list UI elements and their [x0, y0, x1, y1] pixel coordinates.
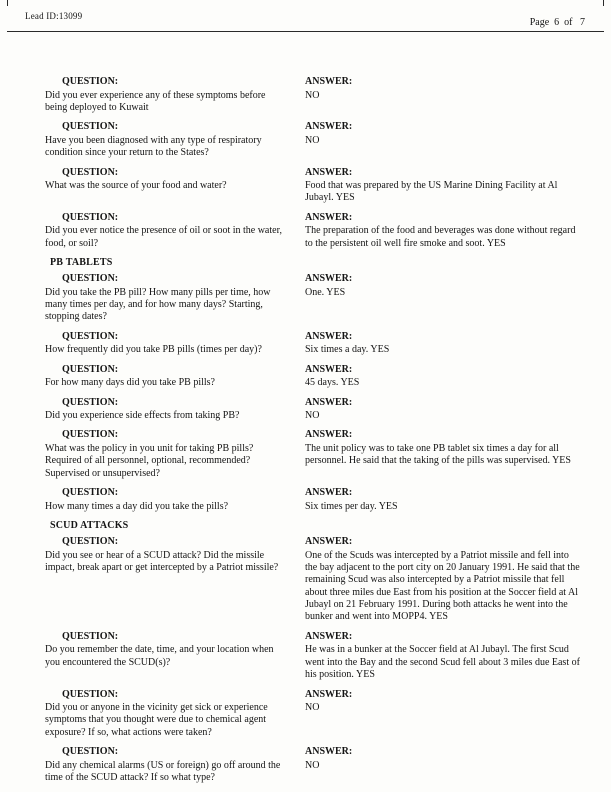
question-cell — [45, 689, 305, 740]
qa-row — [45, 689, 583, 740]
question-text: Did any chemical alarms (US or foreign) go off around the time of the SCUD attack? If so what type? — [45, 759, 281, 784]
question-label: QUESTION: — [62, 429, 119, 441]
qa-row — [45, 536, 583, 624]
question-text: How frequently did you take PB pills (times per day)? — [45, 344, 262, 356]
question-text: What was the policy in you unit for taking PB pills? Required of all personnel, optional, recommended? Supervised or unsupervised? — [45, 442, 254, 479]
answer-cell — [305, 429, 583, 480]
answer-cell — [305, 689, 583, 740]
qa-list — [45, 76, 583, 792]
question-label: QUESTION: — [62, 487, 119, 499]
answer-cell — [305, 331, 583, 357]
question-label: QUESTION: — [62, 273, 119, 285]
answer-cell — [305, 397, 583, 423]
question-cell — [45, 212, 305, 250]
answer-label: ANSWER: — [305, 536, 353, 548]
question-text: For how many days did you take PB pills? — [45, 377, 215, 389]
question-text: Did you experience side effects from taking PB? — [45, 410, 240, 422]
answer-text: NO — [305, 89, 320, 101]
question-cell — [45, 167, 305, 205]
answer-cell — [305, 167, 583, 205]
question-cell — [45, 121, 305, 159]
question-text: Did you ever experience any of these symptoms before being deployed to Kuwait — [45, 89, 266, 113]
question-text: Did you or anyone in the vicinity get sick or experience symptoms that you thought were due to chemical agent exposure? If so, what actions were taken? — [45, 702, 268, 738]
answer-text: One. YES — [305, 286, 346, 298]
header-rule — [7, 31, 604, 32]
question-cell — [45, 397, 305, 423]
question-label: QUESTION: — [62, 688, 119, 700]
qa-row — [45, 631, 583, 682]
question-cell — [45, 429, 305, 480]
answer-label: ANSWER: — [305, 630, 353, 642]
answer-label: ANSWER: — [305, 211, 353, 223]
question-label: QUESTION: — [62, 121, 119, 133]
question-text: Have you been diagnosed with any type of respiratory condition since your return to the States? — [45, 134, 262, 159]
answer-cell — [305, 364, 583, 390]
answer-label: ANSWER: — [305, 121, 353, 133]
answer-text: NO — [305, 410, 320, 422]
question-label: QUESTION: — [62, 76, 119, 87]
answer-cell — [305, 212, 583, 250]
answer-label: ANSWER: — [305, 396, 353, 408]
answer-text: NO — [305, 759, 320, 771]
answer-text: He was in a bunker at the Soccer field at Al Jubayl. The first Scud went into the Bay and the second Scud fell about 3 miles due East of his position. YES — [305, 644, 580, 681]
question-cell — [45, 746, 305, 784]
question-label: QUESTION: — [62, 330, 119, 342]
answer-cell — [305, 487, 583, 513]
question-text: How many times a day did you take the pills? — [45, 500, 229, 512]
answer-text: 45 days. YES — [305, 377, 360, 389]
scan-mark-left — [7, 0, 8, 6]
section-header: PB TABLETS — [50, 257, 113, 269]
page-number: Page 6 of 7 — [529, 17, 585, 28]
question-label: QUESTION: — [62, 630, 119, 642]
answer-label: ANSWER: — [305, 76, 353, 87]
lead-id: Lead ID:13099 — [25, 11, 83, 21]
answer-text: The preparation of the food and beverages was done without regard to the persistent oil well fire smoke and soot. YES — [305, 225, 576, 249]
qa-row — [45, 76, 583, 114]
answer-text: The unit policy was to take one PB tablet six times a day for all personnel. He said that the taking of the pills was supervised. YES — [305, 442, 571, 467]
question-text: Did you ever notice the presence of oil or soot in the water, food, or soil? — [45, 225, 283, 249]
answer-cell — [305, 536, 583, 624]
question-cell — [45, 536, 305, 624]
answer-label: ANSWER: — [305, 746, 353, 758]
answer-cell — [305, 631, 583, 682]
qa-row — [45, 331, 583, 357]
qa-row — [45, 121, 583, 159]
answer-text: Six times a day. YES — [305, 344, 390, 356]
question-label: QUESTION: — [62, 396, 119, 408]
answer-text: NO — [305, 702, 320, 714]
question-label: QUESTION: — [62, 536, 119, 548]
section-header: SCUD ATTACKS — [50, 520, 129, 532]
qa-row — [45, 746, 583, 784]
question-label: QUESTION: — [62, 746, 119, 758]
question-text: Did you take the PB pill? How many pills per time, how many times per day, and for how many days? Starting, stopping dates? — [45, 286, 271, 323]
question-cell — [45, 331, 305, 357]
question-cell — [45, 364, 305, 390]
question-label: QUESTION: — [62, 363, 119, 375]
qa-row — [45, 212, 583, 250]
question-label: QUESTION: — [62, 166, 119, 178]
answer-text: One of the Scuds was intercepted by a Patriot missile and fell into the bay adjacent to the port city on 20 January 1991. He said that the remaining Scud was also intercepted by a Patriot missile that fell about three miles due East from his position at the Soccer field at Al Jubayl on 21 February 1991. During both attacks he went into the bunker and went into MOPP4. YES — [305, 549, 580, 623]
answer-text: NO — [305, 134, 320, 146]
answer-cell — [305, 273, 583, 324]
answer-label: ANSWER: — [305, 166, 353, 178]
qa-row — [45, 364, 583, 390]
answer-cell — [305, 746, 583, 784]
qa-row — [45, 487, 583, 513]
question-text: Do you remember the date, time, and your location when you encountered the SCUD(s)? — [45, 644, 274, 668]
qa-row — [45, 273, 583, 324]
question-cell — [45, 76, 305, 114]
answer-label: ANSWER: — [305, 330, 353, 342]
question-cell — [45, 487, 305, 513]
question-text: What was the source of your food and water? — [45, 180, 227, 192]
answer-label: ANSWER: — [305, 487, 353, 499]
answer-text: Food that was prepared by the US Marine Dining Facility at Al Jubayl. YES — [305, 180, 558, 204]
answer-text: Six times per day. YES — [305, 500, 398, 512]
qa-row — [45, 397, 583, 423]
qa-row — [45, 429, 583, 480]
question-cell — [45, 631, 305, 682]
question-label: QUESTION: — [62, 211, 119, 223]
answer-label: ANSWER: — [305, 688, 353, 700]
answer-label: ANSWER: — [305, 363, 353, 375]
question-cell — [45, 273, 305, 324]
answer-cell — [305, 76, 583, 114]
scan-mark-right — [603, 0, 604, 6]
answer-label: ANSWER: — [305, 273, 353, 285]
answer-label: ANSWER: — [305, 429, 353, 441]
answer-cell — [305, 121, 583, 159]
qa-row — [45, 167, 583, 205]
question-text: Did you see or hear of a SCUD attack? Did the missile impact, break apart or get intercepted by a Patriot missile? — [45, 549, 279, 573]
